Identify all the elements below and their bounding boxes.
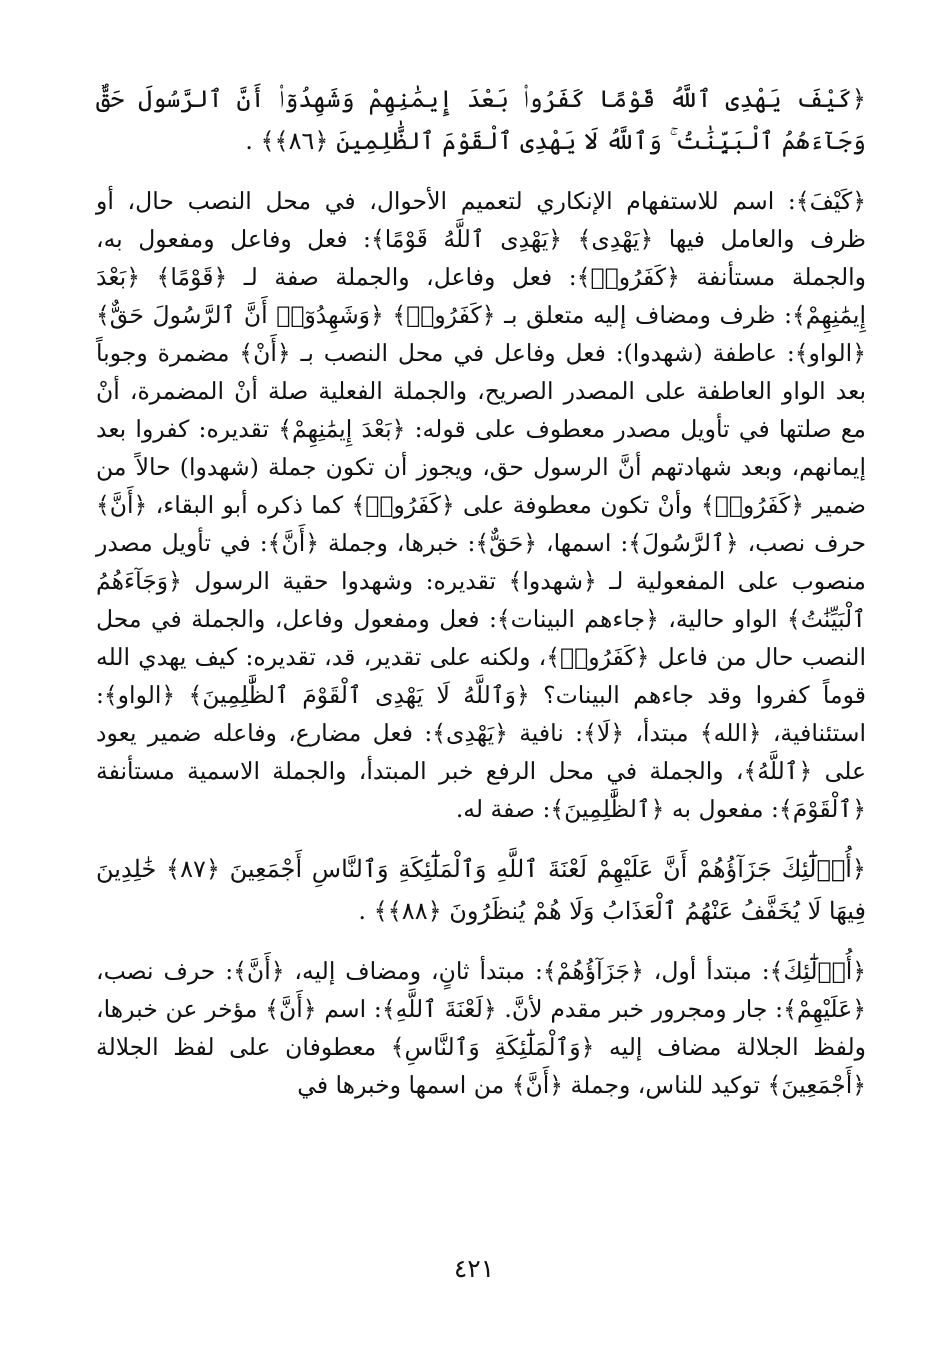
page-body xyxy=(96,78,866,1104)
commentary-verse-86: ﴿كَيْفَ﴾: اسم للاستفهام الإنكاري لتعميم الأحوال، في محل النصب حال، أو ظرف والعامل فيها ﴿يَهْدِى﴾ ﴿يَهْدِى ٱللَّهُ قَوْمًا﴾: فعل وفاعل ومفعول به، والجملة مستأنفة ﴿كَفَرُوا۟﴾: فعل وفاعل، والجملة صفة لـ ﴿قَوْمًا﴾ ﴿بَعْدَ إِيمَٰنِهِمْ﴾: ظرف ومضاف إليه متعلق بـ ﴿كَفَرُوا۟﴾ ﴿وَشَهِدُوٓا۟ أَنَّ ٱلرَّسُولَ حَقٌّ﴾ ﴿الواو﴾: عاطفة (شهدوا): فعل وفاعل في محل النصب بـ ﴿أَنْ﴾ مضمرة وجوباً بعد الواو العاطفة على المصدر الصريح، والجملة الفعلية صلة أنْ المضمرة، أنْ مع صلتها في تأويل مصدر معطوف على قوله: ﴿بَعْدَ إِيمَٰنِهِمْ﴾ تقديره: كفروا بعد إيمانهم، وبعد شهادتهم أنَّ الرسول حق، ويجوز أن تكون جملة (شهدوا) حالاً من ضمير ﴿كَفَرُوا۟﴾ وأنْ تكون معطوفة على ﴿كَفَرُوا۟﴾ كما ذكره أبو البقاء، ﴿أَنَّ﴾ حرف نصب، ﴿ٱلرَّسُولَ﴾: اسمها، ﴿حَقٌّ﴾: خبرها، وجملة ﴿أَنَّ﴾: في تأويل مصدر منصوب على المفعولية لـ ﴿شهدوا﴾ تقديره: وشهدوا حقية الرسول ﴿وَجَآءَهُمُ ٱلْبَيِّنَٰتُ﴾ الواو حالية، ﴿جاءهم البينات﴾: فعل ومفعول وفاعل، والجملة في محل النصب حال من فاعل ﴿كَفَرُوا۟﴾، ولكنه على تقدير، قد، تقديره: كيف يهدي الله قوماً كفروا وقد جاءهم البينات؟ ﴿وَٱللَّهُ لَا يَهْدِى ٱلْقَوْمَ ٱلظَّٰلِمِينَ﴾ ﴿الواو﴾: استئنافية، ﴿الله﴾ مبتدأ، ﴿لَا﴾: نافية ﴿يَهْدِى﴾: فعل مضارع، وفاعله ضمير يعود على ﴿ٱللَّهُ﴾، والجملة في محل الرفع خبر المبتدأ، والجملة الاسمية مستأنفة ﴿ٱلْقَوْمَ﴾: مفعول به ﴿ٱلظَّٰلِمِينَ﴾: صفة له. xyxy=(96,187,866,823)
paragraph-gap xyxy=(96,162,866,182)
commentary-verse-87-88: ﴿أُو۟لَٰٓئِكَ﴾: مبتدأ أول، ﴿جَزَآؤُهُمْ﴾: مبتدأ ثانٍ، ومضاف إليه، ﴿أَنَّ﴾: حرف نصب، ﴿عَلَيْهِمْ﴾: جار ومجرور خبر مقدم لأنَّ. ﴿لَعْنَةَ ٱللَّهِ﴾: اسم ﴿أَنَّ﴾ مؤخر عن خبرها، ولفظ الجلالة مضاف إليه ﴿وَٱلْمَلَٰٓئِكَةِ وَٱلنَّاسِ﴾ معطوفان على لفظ الجلالة ﴿أَجْمَعِينَ﴾ توكيد للناس، وجملة ﴿أَنَّ﴾ من اسمها وخبرها في xyxy=(96,957,866,1099)
verse-86: ﴿كَيْفَ يَهْدِى ٱللَّهُ قَوْمًا كَفَرُوا۟ بَعْدَ إِيمَٰنِهِمْ وَشَهِدُوٓا۟ أَنَّ ٱلرَّسُولَ حَقٌّ وَجَآءَهُمُ ٱلْبَيِّنَٰتُ ۚ وَٱللَّهُ لَا يَهْدِى ٱلْقَوْمَ ٱلظَّٰلِمِينَ ﴿٨٦﴾﴾ . xyxy=(96,85,866,155)
paragraph-gap xyxy=(96,932,866,952)
page-number: ٤٢١ xyxy=(453,1254,495,1283)
verse-87-88: ﴿أُو۟لَٰٓئِكَ جَزَآؤُهُمْ أَنَّ عَلَيْهِمْ لَعْنَةَ ٱللَّهِ وَٱلْمَلَٰٓئِكَةِ وَٱلنَّاسِ أَجْمَعِينَ ﴿٨٧﴾ خَٰلِدِينَ فِيهَا لَا يُخَفَّفُ عَنْهُمُ ٱلْعَذَابُ وَلَا هُمْ يُنظَرُونَ ﴿٨٨﴾﴾ . xyxy=(96,855,866,925)
paragraph-gap xyxy=(96,828,866,848)
